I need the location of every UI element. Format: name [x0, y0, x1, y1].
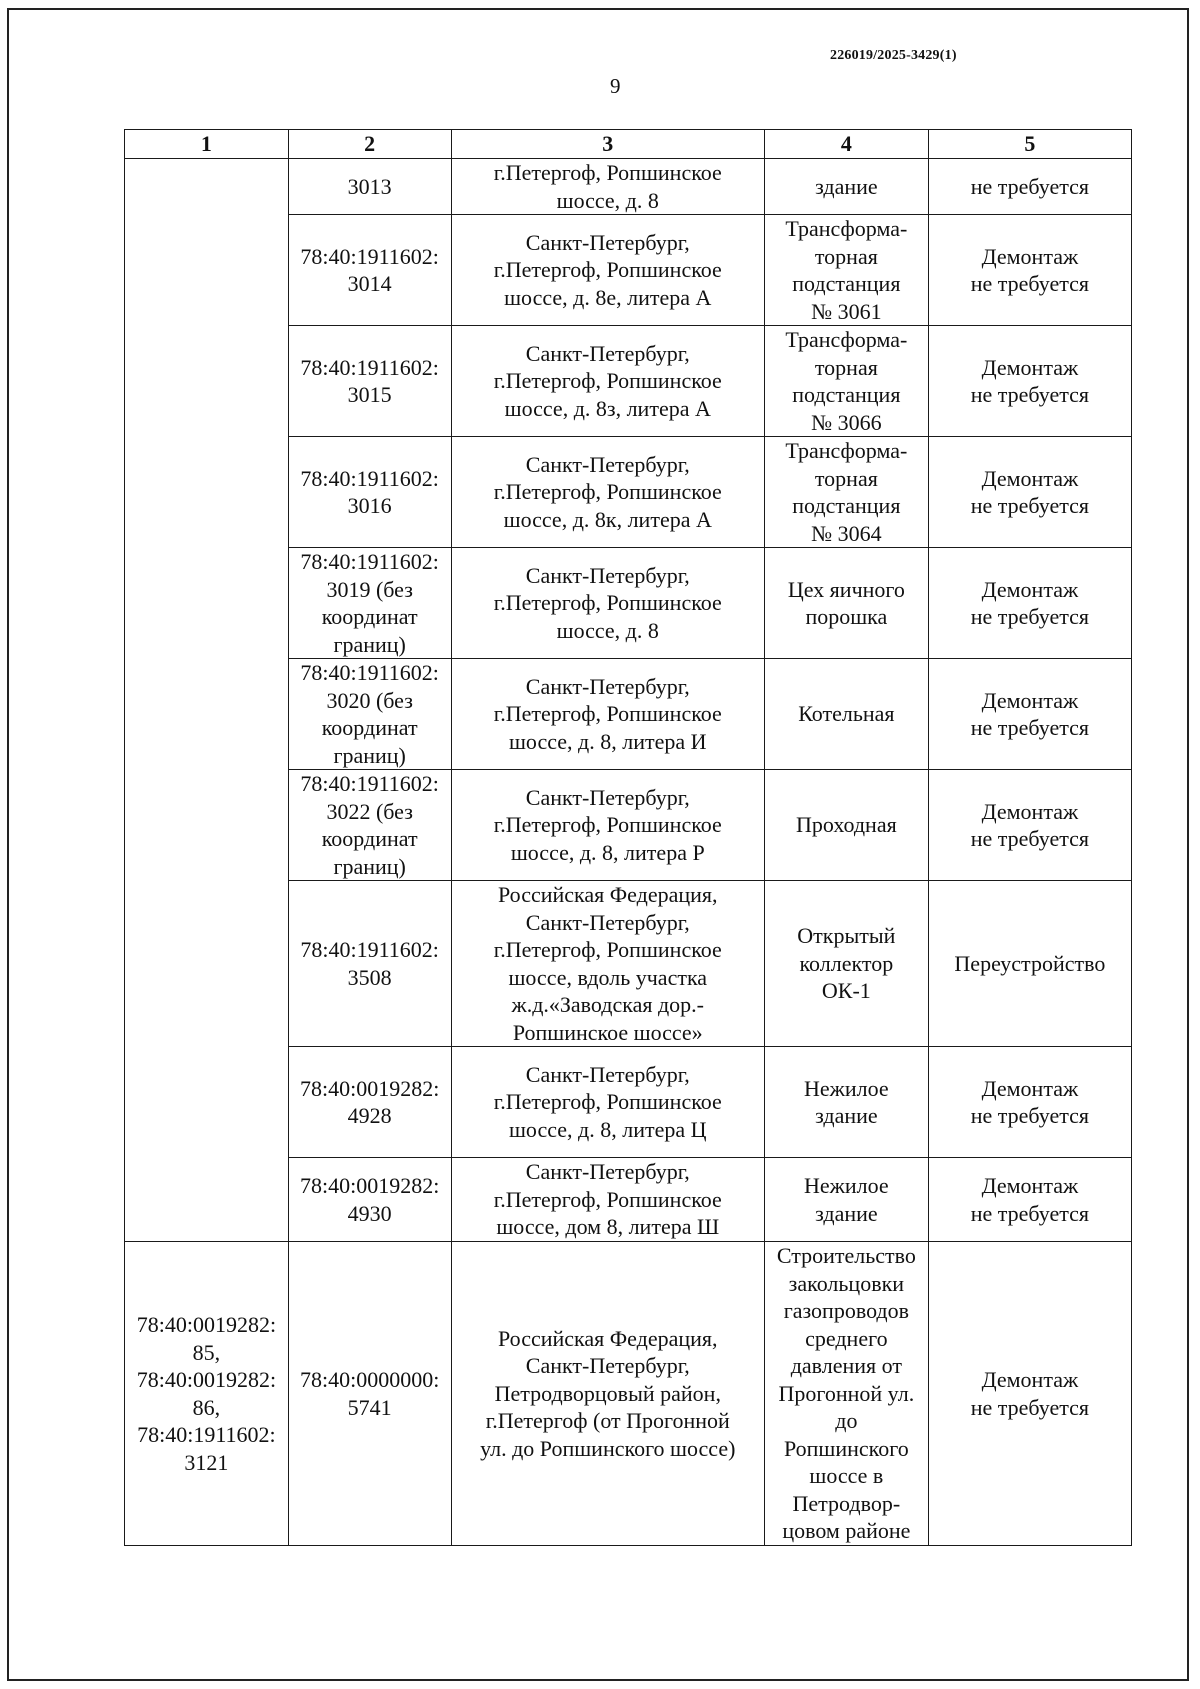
- cadastral-number-cell: 78:40:0019282: 4930: [288, 1158, 451, 1242]
- page-number: 9: [610, 74, 621, 98]
- action-cell: Демонтаж не требуется: [928, 1242, 1131, 1546]
- object-name-cell: Проходная: [764, 770, 928, 881]
- action-cell: Демонтаж не требуется: [928, 326, 1131, 437]
- object-name-cell: Нежилое здание: [764, 1158, 928, 1242]
- cadastral-number-cell: 78:40:1911602: 3014: [288, 215, 451, 326]
- cadastral-number-cell: 78:40:0000000: 5741: [288, 1242, 451, 1546]
- merged-cell-col1: [125, 159, 289, 1242]
- address-cell: Санкт-Петербург, г.Петергоф, Ропшинское шоссе, дом 8, литера Ш: [451, 1158, 764, 1242]
- address-cell: Санкт-Петербург, г.Петергоф, Ропшинское шоссе, д. 8, литера И: [451, 659, 764, 770]
- action-cell: Демонтаж не требуется: [928, 548, 1131, 659]
- object-name-cell: Трансформа- торная подстанция № 3066: [764, 326, 928, 437]
- action-cell: Переустройство: [928, 881, 1131, 1047]
- object-name-cell: Котельная: [764, 659, 928, 770]
- cadastral-number-cell: 78:40:1911602: 3022 (без координат границ): [288, 770, 451, 881]
- cadastral-number-cell: 78:40:1911602: 3015: [288, 326, 451, 437]
- object-name-cell: Трансформа- торная подстанция № 3064: [764, 437, 928, 548]
- column-header-4: 4: [764, 130, 928, 159]
- column-header-5: 5: [928, 130, 1131, 159]
- address-cell: Санкт-Петербург, г.Петергоф, Ропшинское шоссе, д. 8з, литера А: [451, 326, 764, 437]
- object-name-cell: Открытый коллектор ОК-1: [764, 881, 928, 1047]
- action-cell: Демонтаж не требуется: [928, 1158, 1131, 1242]
- address-cell: Санкт-Петербург, г.Петергоф, Ропшинское шоссе, д. 8к, литера А: [451, 437, 764, 548]
- column-header-2: 2: [288, 130, 451, 159]
- address-cell: Российская Федерация, Санкт-Петербург, Петродворцовый район, г.Петергоф (от Прогонной ул. до Ропшинского шоссе): [451, 1242, 764, 1546]
- column-header-3: 3: [451, 130, 764, 159]
- document-number: 226019/2025-3429(1): [830, 48, 957, 63]
- cadastral-number-cell: 78:40:1911602: 3016: [288, 437, 451, 548]
- action-cell: Демонтаж не требуется: [928, 770, 1131, 881]
- address-cell: Санкт-Петербург, г.Петергоф, Ропшинское шоссе, д. 8: [451, 548, 764, 659]
- cadastral-number-cell: 78:40:0019282: 4928: [288, 1047, 451, 1158]
- address-cell: Российская Федерация, Санкт-Петербург, г.Петергоф, Ропшинское шоссе, вдоль участка ж.д.«Заводская дор.- Ропшинское шоссе»: [451, 881, 764, 1047]
- column-header-1: 1: [125, 130, 289, 159]
- cadastral-number-cell: 78:40:1911602: 3508: [288, 881, 451, 1047]
- object-name-cell: Строительство закольцовки газопроводов среднего давления от Прогонной ул. до Ропшинского шоссе в Петродвор- цовом районе: [764, 1242, 928, 1546]
- action-cell: Демонтаж не требуется: [928, 1047, 1131, 1158]
- action-cell: Демонтаж не требуется: [928, 215, 1131, 326]
- objects-table: [124, 129, 1132, 1546]
- object-name-cell: здание: [764, 159, 928, 215]
- cadastral-number-cell: 78:40:1911602: 3020 (без координат границ): [288, 659, 451, 770]
- action-cell: Демонтаж не требуется: [928, 659, 1131, 770]
- table-header-row: [125, 130, 1132, 159]
- address-cell: Санкт-Петербург, г.Петергоф, Ропшинское шоссе, д. 8, литера Р: [451, 770, 764, 881]
- object-name-cell: Нежилое здание: [764, 1047, 928, 1158]
- table-row: [125, 1242, 1132, 1546]
- land-plot-numbers-cell: 78:40:0019282: 85, 78:40:0019282: 86, 78:40:1911602: 3121: [125, 1242, 289, 1546]
- table-row: [125, 159, 1132, 215]
- action-cell: не требуется: [928, 159, 1131, 215]
- address-cell: Санкт-Петербург, г.Петергоф, Ропшинское шоссе, д. 8е, литера А: [451, 215, 764, 326]
- address-cell: Санкт-Петербург, г.Петергоф, Ропшинское шоссе, д. 8, литера Ц: [451, 1047, 764, 1158]
- object-name-cell: Цех яичного порошка: [764, 548, 928, 659]
- address-cell: г.Петергоф, Ропшинское шоссе, д. 8: [451, 159, 764, 215]
- action-cell: Демонтаж не требуется: [928, 437, 1131, 548]
- object-name-cell: Трансформа- торная подстанция № 3061: [764, 215, 928, 326]
- cadastral-number-cell: 3013: [288, 159, 451, 215]
- cadastral-number-cell: 78:40:1911602: 3019 (без координат границ): [288, 548, 451, 659]
